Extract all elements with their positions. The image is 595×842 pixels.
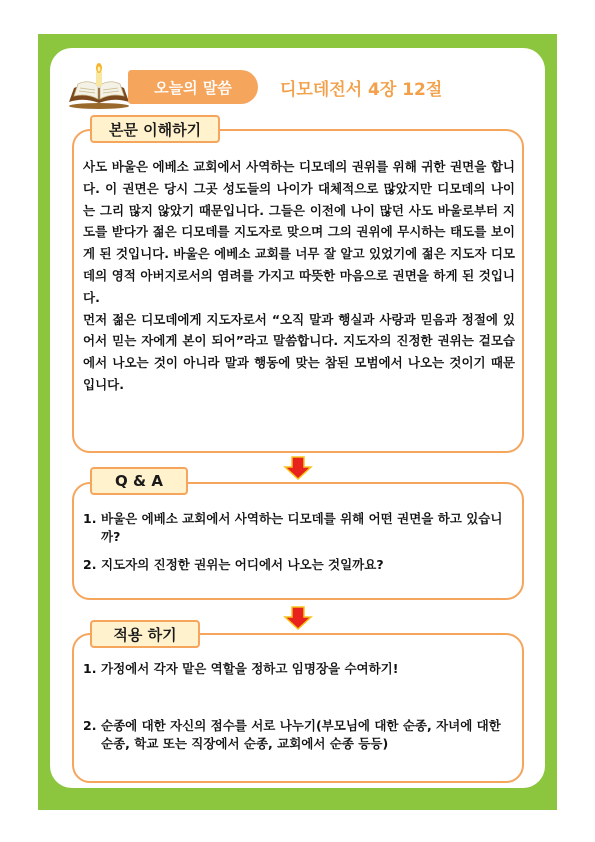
question-text: 바울은 에베소 교회에서 사역하는 디모데를 위해 어떤 권면을 하고 있습니까? <box>101 511 503 544</box>
understand-body-text <box>83 156 515 396</box>
apply-number: 1. <box>83 661 97 676</box>
question-number: 1. <box>83 511 97 526</box>
apply-text: 가정에서 각자 맡은 역할을 정하고 임명장을 수여하기! <box>101 661 399 676</box>
down-arrow-icon <box>283 606 313 630</box>
apply-item <box>83 660 515 678</box>
question-number: 2. <box>83 557 97 572</box>
todays-word-tag: 오늘의 말씀 <box>128 70 258 104</box>
open-bible-with-candle-icon <box>66 62 132 110</box>
question-text: 지도자의 진정한 권위는 어디에서 나오는 것일까요? <box>101 557 384 572</box>
question-item <box>83 556 515 574</box>
apply-section-title: 적용 하기 <box>90 620 200 648</box>
apply-number: 2. <box>83 718 97 733</box>
qa-section-title: Q & A <box>90 467 188 495</box>
apply-item <box>83 717 515 753</box>
verse-reference: 디모데전서 4장 12절 <box>280 79 443 100</box>
understand-section-title: 본문 이해하기 <box>90 115 220 143</box>
question-item <box>83 510 515 546</box>
apply-section-box <box>72 633 524 783</box>
apply-text: 순종에 대한 자신의 점수를 서로 나누기(부모님에 대한 순종, 자녀에 대한 순종, 학교 또는 직장에서 순종, 교회에서 순종 등등) <box>101 718 501 751</box>
understand-paragraph: 사도 바울은 에베소 교회에서 사역하는 디모데의 권위를 위해 귀한 권면을 합니다. 이 권면은 당시 그곳 성도들의 나이가 대체적으로 많았지만 디모데의 나이는 그리 많지 않았기 때문입니다. 그들은 이전에 나이 많던 사도 바울로부터 지도를 받다가 젊은 디모데를 지도자로 맞으며 그의 권위에 무시하는 태도를 보이게 된 것입니다. 바울은 에베소 교회를 너무 잘 알고 있었기에 젊은 지도자 디모데의 영적 아버지로서의 염려를 가지고 따뜻한 마음으로 권면을 하게 된 것입니다. <box>83 159 515 305</box>
understand-paragraph: 먼저 젊은 디모데에게 지도자로서 “오직 말과 행실과 사랑과 믿음과 정절에 있어서 믿는 자에게 본이 되어”라고 말씀합니다. 지도자의 진정한 권위는 겉모습에서 나오는 것이 아니라 말과 행동에 맞는 참된 모범에서 나오는 것이기 때문입니다. <box>83 311 515 392</box>
down-arrow-icon <box>283 456 313 480</box>
